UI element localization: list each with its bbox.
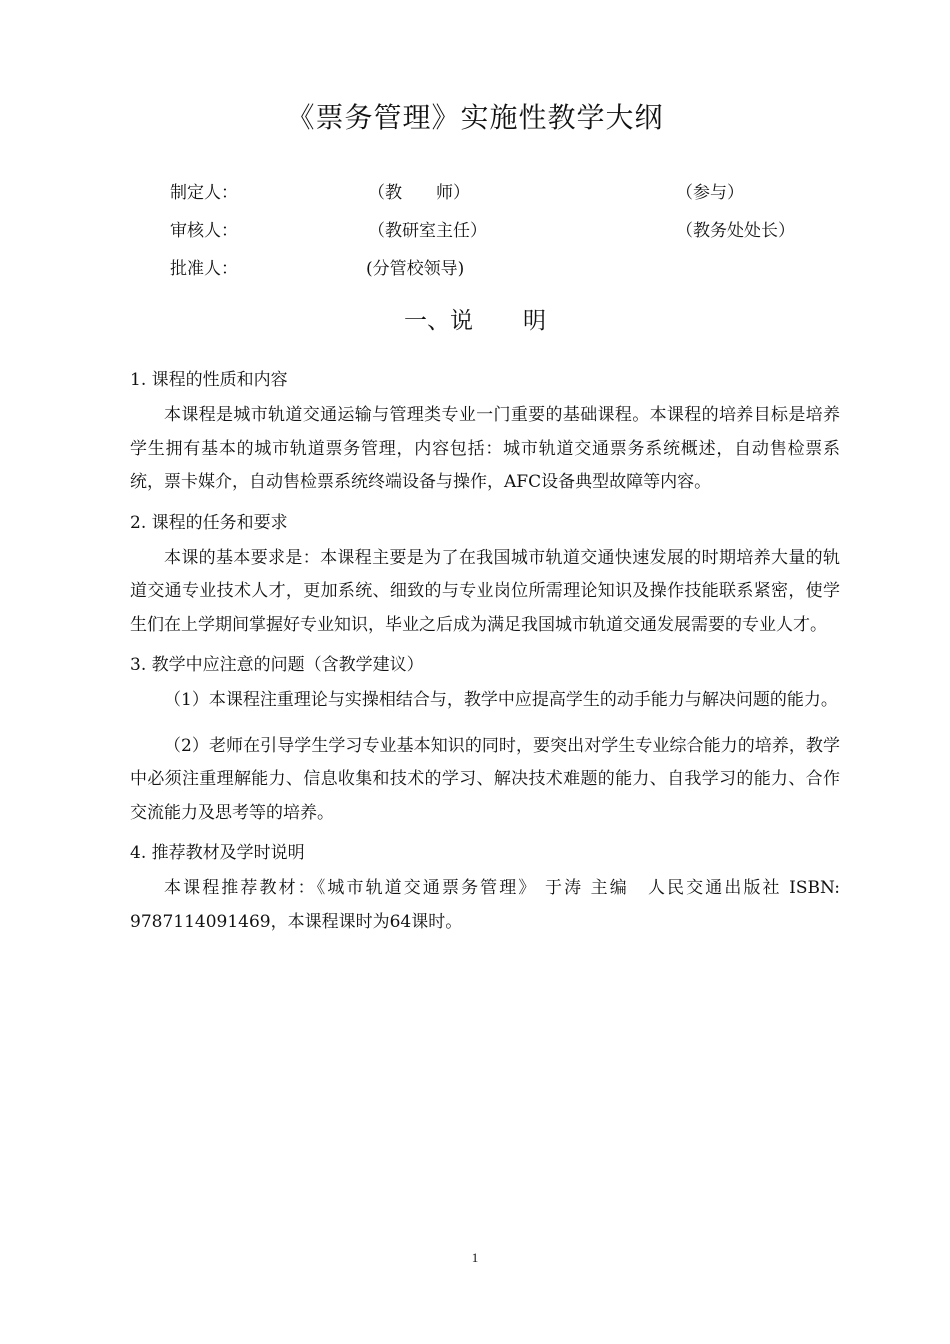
approved-by-label: 批准人： bbox=[170, 259, 238, 279]
item-paragraph: 本课程推荐教材：《城市轨道交通票务管理》 于涛 主编 人民交通出版社 ISBN: 9787114091469，本课程课时为64课时。 bbox=[130, 878, 840, 932]
item-4 bbox=[130, 837, 840, 939]
item-2 bbox=[130, 507, 840, 643]
made-by-role-participate: （参与） bbox=[676, 183, 744, 203]
signature-row-approved-by bbox=[0, 254, 950, 284]
item-paragraph: 本课的基本要求是：本课程主要是为了在我国城市轨道交通快速发展的时期培养大量的轨道交通专业技术人才，更加系统、细致的与专业岗位所需理论知识及操作技能联系紧密，使学生们在上学期间掌握好专业知识，毕业之后成为满足我国城市轨道交通发展需要的专业人才。 bbox=[130, 547, 840, 635]
item-heading: 2. 课程的任务和要求 bbox=[130, 512, 288, 533]
reviewed-by-label: 审核人： bbox=[170, 221, 238, 241]
section-title bbox=[0, 302, 950, 335]
item-heading: 1. 课程的性质和内容 bbox=[130, 370, 288, 390]
document-title: 《票务管理》实施性教学大纲 bbox=[286, 101, 664, 134]
signature-row-made-by bbox=[0, 178, 950, 208]
made-by-role-teacher: （教 师） bbox=[368, 183, 470, 203]
page-number: 1 bbox=[471, 1250, 479, 1265]
document-body bbox=[130, 364, 840, 946]
reviewed-by-role-director: （教研室主任） bbox=[368, 221, 487, 241]
made-by-label: 制定人： bbox=[170, 183, 238, 203]
approved-by-role-principal: (分管校领导) bbox=[366, 259, 465, 279]
item-3 bbox=[130, 649, 840, 830]
reviewed-by-role-dean: （教务处处长） bbox=[676, 221, 795, 241]
signature-row-reviewed-by bbox=[0, 216, 950, 246]
section-title-suffix: 明 bbox=[523, 308, 546, 334]
item-paragraph: 本课程是城市轨道交通运输与管理类专业一门重要的基础课程。本课程的培养目标是培养学生拥有基本的城市轨道票务管理，内容包括：城市轨道交通票务系统概述，自动售检票系统，票卡媒介，自动售检票系统终端设备与操作，AFC设备典型故障等内容。 bbox=[130, 405, 840, 492]
item-paragraph: （1）本课程注重理论与实操相结合与，教学中应提高学生的动手能力与解决问题的能力。 bbox=[164, 690, 838, 710]
item-paragraph: （2）老师在引导学生学习专业基本知识的同时，要突出对学生专业综合能力的培养，教学中必须注重理解能力、信息收集和技术的学习、解决技术难题的能力、自我学习的能力、合作交流能力及思考等的培养。 bbox=[130, 735, 840, 823]
item-heading: 3. 教学中应注意的问题（含教学建议） bbox=[130, 655, 424, 675]
item-1 bbox=[130, 364, 840, 500]
section-title-prefix: 一、说 bbox=[404, 308, 473, 334]
item-heading: 4. 推荐教材及学时说明 bbox=[130, 843, 305, 863]
